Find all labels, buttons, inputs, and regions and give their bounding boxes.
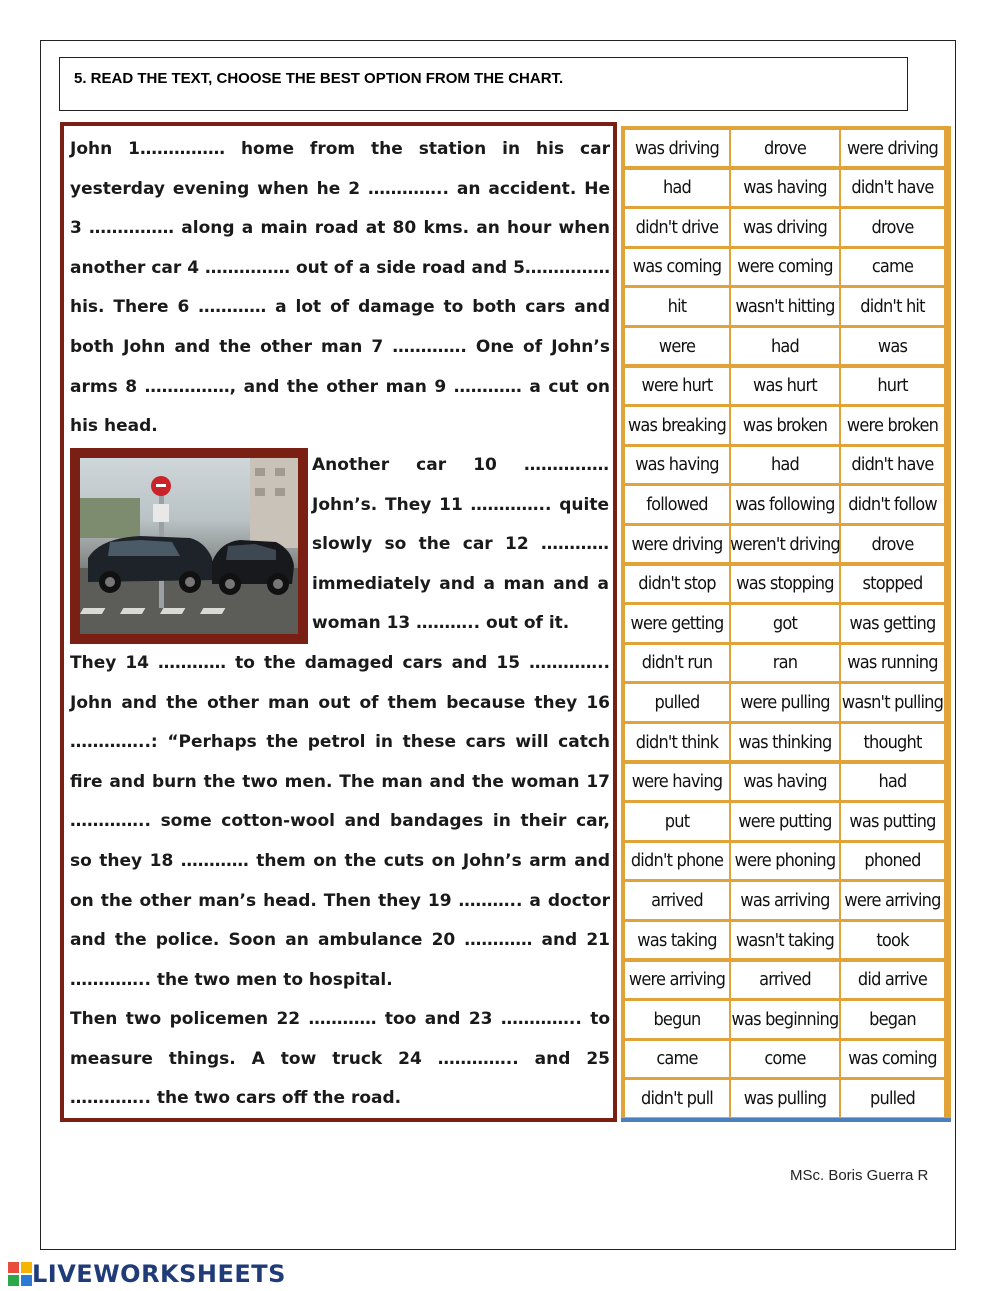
option-cell: didn't follow <box>841 486 944 522</box>
logo-text: LIVEWORKSHEETS <box>32 1260 286 1288</box>
option-cell: pulled <box>625 684 729 720</box>
option-cell: drove <box>841 209 944 245</box>
option-cell: didn't have <box>841 447 944 483</box>
option-cell: were coming <box>731 249 839 285</box>
option-cell: came <box>841 249 944 285</box>
option-cell: did arrive <box>841 962 944 998</box>
option-cell: was having <box>625 447 729 483</box>
photo-scene <box>80 458 298 634</box>
option-cell: didn't phone <box>625 843 729 879</box>
option-cell: were driving <box>625 526 729 562</box>
option-cell: was putting <box>841 803 944 839</box>
option-cell: were hurt <box>625 368 729 404</box>
option-cell: was following <box>731 486 839 522</box>
option-cell: was broken <box>731 407 839 443</box>
option-cell: was stopping <box>731 566 839 602</box>
option-cell: was driving <box>731 209 839 245</box>
liveworksheets-logo <box>8 1260 286 1288</box>
option-cell: was coming <box>625 249 729 285</box>
option-cell: didn't hit <box>841 288 944 324</box>
option-cell: drove <box>841 526 944 562</box>
car-accident-photo <box>70 448 308 644</box>
option-cell: had <box>731 328 839 364</box>
option-cell: was breaking <box>625 407 729 443</box>
option-cell: was arriving <box>731 882 839 918</box>
option-cell: hit <box>625 288 729 324</box>
liveworksheets-logo-icon <box>8 1262 32 1286</box>
story-paragraph-2: Another car 10 …………… John’s. They 11 ………….. quite slowly so the car 12 ………… immediately and a man and a woman 13 ……….. out of it. <box>312 455 609 634</box>
option-cell: followed <box>625 486 729 522</box>
option-cell: weren't driving <box>731 526 839 562</box>
instruction-box <box>59 57 908 111</box>
option-cell: wasn't pulling <box>841 684 944 720</box>
option-cell: phoned <box>841 843 944 879</box>
option-cell: didn't run <box>625 645 729 681</box>
option-cell: were broken <box>841 407 944 443</box>
option-cell: was driving <box>625 130 729 166</box>
option-cell: were <box>625 328 729 364</box>
option-cell: was thinking <box>731 724 839 760</box>
author-credit: MSc. Boris Guerra R <box>790 1167 929 1184</box>
option-cell: didn't have <box>841 170 944 206</box>
option-cell: begun <box>625 1001 729 1037</box>
option-cell: was coming <box>841 1041 944 1077</box>
option-cell: hurt <box>841 368 944 404</box>
option-cell: ran <box>731 645 839 681</box>
story-paragraph-4: Then two policemen 22 ………… too and 23 ………….. to measure things. A tow truck 24 ………….. and 25 ………….. the two cars off the road. <box>70 1009 610 1109</box>
instruction-text: 5. READ THE TEXT, CHOOSE THE BEST OPTION FROM THE CHART. <box>74 70 564 87</box>
option-cell: were having <box>625 764 729 800</box>
option-cell: stopped <box>841 566 944 602</box>
option-cell: were driving <box>841 130 944 166</box>
option-cell: was running <box>841 645 944 681</box>
story-paragraph-1: John 1…………… home from the station in his car yesterday evening when he 2 ………….. an accident. He 3 …………… along a main road at 80 kms. an hour when another car 4 …………… out of a side road and 5…………… his. There 6 ………… a lot of damage to both cars and both John and the other man 7 …………. One of John’s arms 8 ……………, and the other man 9 ………… a cut on his head. <box>70 139 610 437</box>
options-chart <box>621 126 951 1122</box>
option-cell: wasn't taking <box>731 922 839 958</box>
option-cell: took <box>841 922 944 958</box>
option-cell: was having <box>731 170 839 206</box>
option-cell: were getting <box>625 605 729 641</box>
option-cell: was having <box>731 764 839 800</box>
story-paragraph-3: They 14 ………… to the damaged cars and 15 ………….. John and the other man out of them because they 16 …………..: “Perhaps the petrol in these cars will catch fire and burn the two men. The man and the woman 17 ………….. some cotton-wool and bandages in their car, so they 18 ………… them on the cuts on John’s arm and on the other man’s head. Then they 19 ……….. a doctor and the police. Soon an ambulance 20 ………… and 21 ………….. the two men to hospital. <box>70 653 610 990</box>
option-cell: were arriving <box>841 882 944 918</box>
option-cell: was getting <box>841 605 944 641</box>
option-cell: thought <box>841 724 944 760</box>
option-cell: were arriving <box>625 962 729 998</box>
option-cell: was <box>841 328 944 364</box>
option-cell: was pulling <box>731 1080 839 1116</box>
option-cell: drove <box>731 130 839 166</box>
option-cell: pulled <box>841 1080 944 1116</box>
option-cell: was hurt <box>731 368 839 404</box>
option-cell: got <box>731 605 839 641</box>
option-cell: wasn't hitting <box>731 288 839 324</box>
option-cell: come <box>731 1041 839 1077</box>
option-cell: began <box>841 1001 944 1037</box>
option-cell: arrived <box>625 882 729 918</box>
option-cell: were phoning <box>731 843 839 879</box>
option-cell: didn't think <box>625 724 729 760</box>
option-cell: was beginning <box>731 1001 839 1037</box>
option-cell: didn't drive <box>625 209 729 245</box>
car-crash-illustration <box>80 458 298 634</box>
option-cell: had <box>841 764 944 800</box>
option-cell: were putting <box>731 803 839 839</box>
story-text-box <box>60 122 617 1122</box>
option-cell: had <box>731 447 839 483</box>
option-cell: didn't pull <box>625 1080 729 1116</box>
option-cell: came <box>625 1041 729 1077</box>
option-cell: were pulling <box>731 684 839 720</box>
option-cell: was taking <box>625 922 729 958</box>
option-cell: put <box>625 803 729 839</box>
option-cell: arrived <box>731 962 839 998</box>
option-cell: didn't stop <box>625 566 729 602</box>
option-cell: had <box>625 170 729 206</box>
